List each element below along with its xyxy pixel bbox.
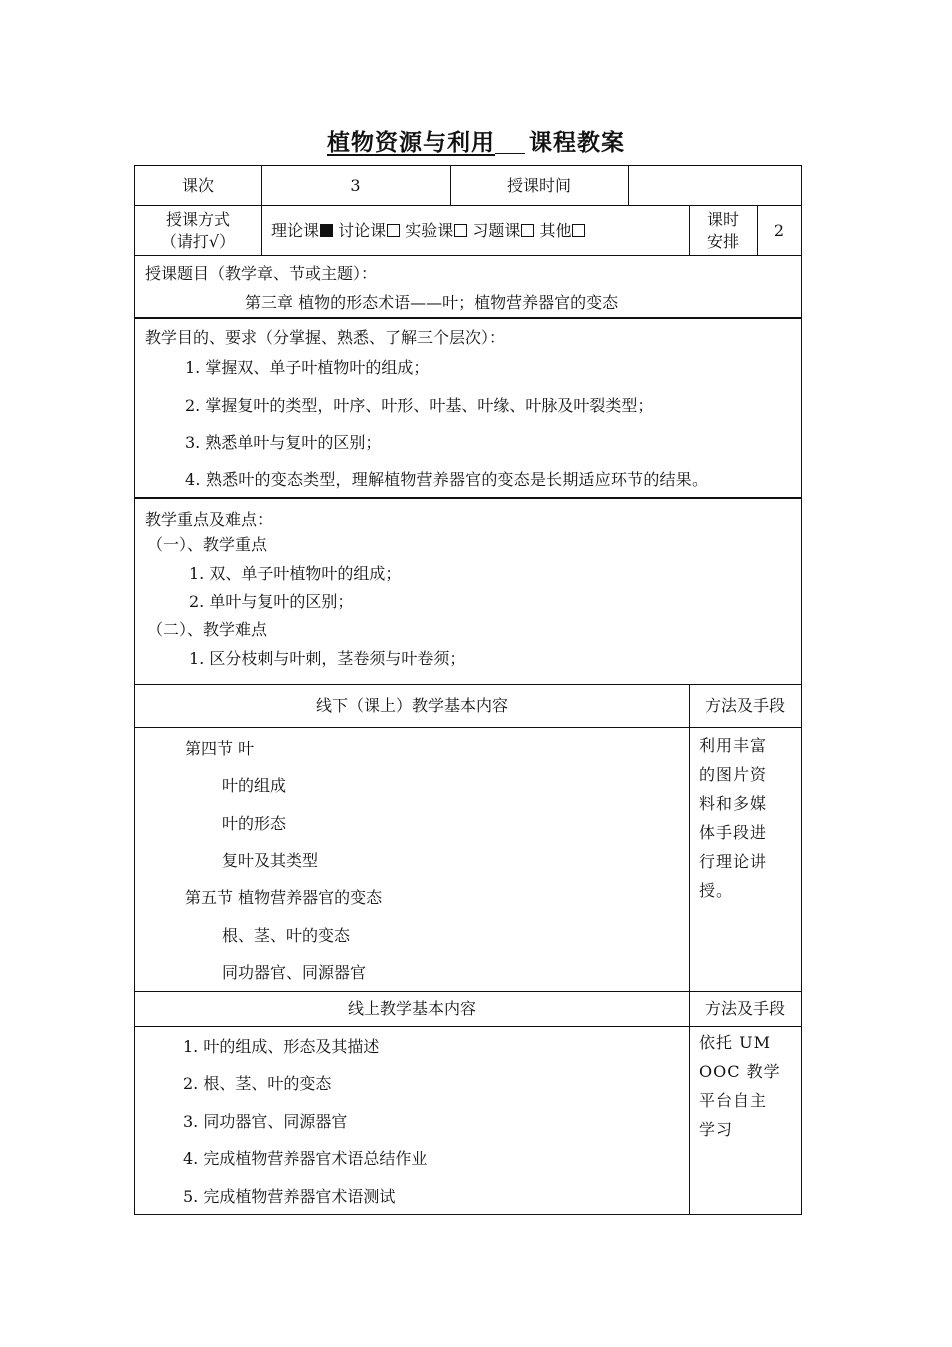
objective-item: 1. 掌握双、单子叶植物叶的组成；	[185, 358, 430, 377]
hours-value: 2	[773, 220, 785, 240]
online-item: 4. 完成植物营养器官术语总结作业	[183, 1149, 428, 1168]
mode-label	[135, 206, 261, 255]
lesson-value: 3	[350, 175, 361, 195]
mode-option-exercise[interactable]: 习题课	[472, 220, 534, 242]
keypoints-row	[135, 499, 801, 685]
online-item: 1. 叶的组成、形态及其描述	[183, 1037, 380, 1056]
time-label: 授课时间	[506, 175, 571, 195]
hours-label	[689, 206, 757, 255]
lesson-plan-table	[134, 165, 802, 1215]
offline-line: 同功器官、同源器官	[222, 963, 367, 982]
topic-label: 授课题目（教学章、节或主题）：	[145, 264, 378, 283]
topic-row	[135, 256, 801, 319]
online-header: 线上教学基本内容	[347, 999, 476, 1018]
online-content-row	[135, 1027, 801, 1214]
title-suffix: 课程教案	[529, 129, 625, 156]
objective-item: 2. 掌握复叶的类型，叶序、叶形、叶基、叶缘、叶脉及叶裂类型；	[185, 396, 654, 415]
offline-method: 利用丰富的图片资料和多媒体手段进行理论讲授。	[699, 736, 768, 900]
offline-header: 线下（课上）教学基本内容	[315, 696, 508, 715]
lesson-info-row	[135, 166, 801, 206]
mode-option-other[interactable]: 其他	[539, 220, 585, 242]
hours-label-line2: 安排	[706, 231, 739, 251]
course-name: 植物资源与利用	[327, 129, 495, 156]
online-method: 依托 UMOOC 教学平台自主学习	[699, 1033, 781, 1139]
checkbox-checked-icon[interactable]	[320, 224, 333, 237]
objectives-label: 教学目的、要求（分掌握、熟悉、了解三个层次）：	[145, 328, 506, 347]
focus-item: 1. 双、单子叶植物叶的组成；	[189, 564, 402, 583]
keypoints-label: 教学重点及难点：	[145, 510, 274, 529]
time-value[interactable]	[628, 166, 801, 205]
online-item: 2. 根、茎、叶的变态	[183, 1074, 332, 1093]
mode-options	[261, 206, 689, 255]
topic-value: 第三章 植物的形态术语——叶；植物营养器官的变态	[245, 293, 619, 312]
mode-label-line2: （请打√）	[160, 231, 236, 251]
offline-line: 叶的组成	[222, 776, 287, 795]
checkbox-empty-icon[interactable]	[521, 224, 534, 237]
objectives-row	[135, 319, 801, 499]
focus-label: （一）、教学重点	[147, 535, 268, 554]
checkbox-empty-icon[interactable]	[572, 224, 585, 237]
mode-option-lab[interactable]: 实验课	[405, 220, 467, 242]
objective-item: 4. 熟悉叶的变态类型，理解植物营养器官的变态是长期适应环节的结果。	[185, 470, 709, 489]
offline-line: 根、茎、叶的变态	[222, 926, 351, 945]
focus-item: 2. 单叶与复叶的区别；	[189, 592, 354, 611]
offline-header-row	[135, 685, 801, 728]
mode-option-lecture[interactable]: 理论课	[271, 220, 333, 242]
checkbox-empty-icon[interactable]	[387, 224, 400, 237]
lesson-label: 课次	[181, 175, 214, 195]
checkbox-empty-icon[interactable]	[454, 224, 467, 237]
objective-item: 3. 熟悉单叶与复叶的区别；	[185, 433, 382, 452]
offline-method-header: 方法及手段	[704, 696, 785, 715]
title-underline-gap	[495, 152, 525, 154]
teaching-mode-row	[135, 206, 801, 256]
hours-label-line1: 课时	[706, 209, 739, 229]
offline-content-row	[135, 728, 801, 992]
page-title	[0, 124, 952, 157]
online-item: 3. 同功器官、同源器官	[183, 1112, 348, 1131]
difficulty-label: （二）、教学难点	[147, 620, 268, 639]
offline-line: 第五节 植物营养器官的变态	[185, 888, 383, 907]
online-item: 5. 完成植物营养器官术语测试	[183, 1187, 396, 1206]
online-method-header: 方法及手段	[704, 999, 785, 1018]
online-header-row	[135, 992, 801, 1027]
difficulty-item: 1. 区分枝刺与叶刺，茎卷须与叶卷须；	[189, 649, 466, 668]
offline-line: 复叶及其类型	[222, 851, 319, 870]
offline-line: 第四节 叶	[185, 739, 255, 758]
offline-line: 叶的形态	[222, 814, 287, 833]
mode-label-line1: 授课方式	[165, 209, 230, 229]
mode-option-discussion[interactable]: 讨论课	[338, 220, 400, 242]
